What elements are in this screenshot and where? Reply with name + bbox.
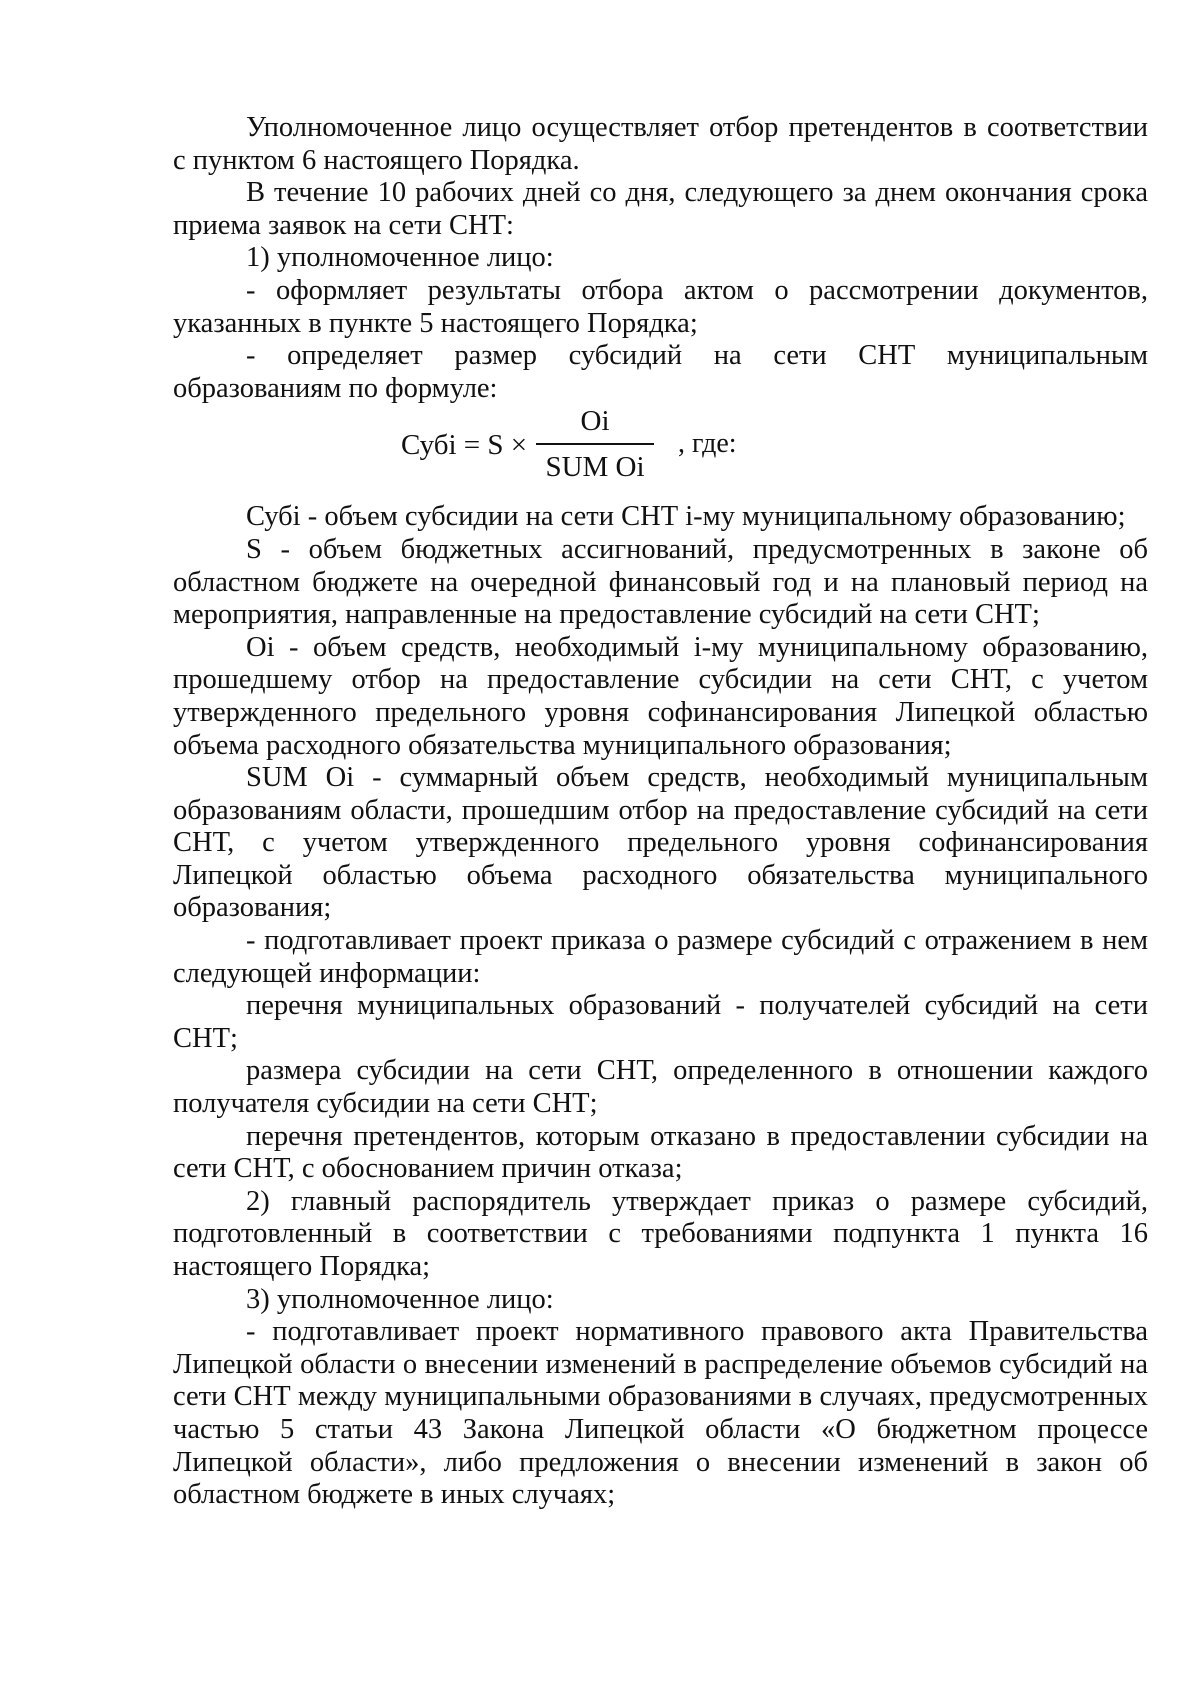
- formula-numerator: Oi: [580, 405, 610, 438]
- paragraph: 1) уполномоченное лицо:: [246, 242, 554, 274]
- paragraph: SUM Oi - суммарный объем средств, необходимый муниципальным образованиям области, прошедшим отбор на предоставление субсидий на сети СНТ, с учетом утвержденного предельного уровня софинансирования Липецкой областью объема расходного обязательства муниципального образования;: [173, 762, 1148, 924]
- subsidy-formula: [173, 405, 1148, 501]
- paragraph: Oi - объем средств, необходимый i-му муниципальному образованию, прошедшему отбор на предоставление субсидии на сети СНТ, с учетом утвержденного предельного уровня софинансирования Липецкой областью объема расходного обязательства муниципального образования;: [173, 631, 1148, 761]
- paragraph: S - объем бюджетных ассигнований, предусмотренных в законе об областном бюджете на очередной финансовый год и на плановый период на мероприятия, направленные на предоставление субсидий на сети СНТ;: [173, 533, 1148, 631]
- paragraph: - подготавливает проект нормативного правового акта Правительства Липецкой области о внесении изменений в распределение объемов субсидий на сети СНТ между муниципальными образованиями в случаях, предусмотренных частью 5 статьи 43 Закона Липецкой области «О бюджетном процессе Липецкой области», либо предложения о внесении изменений в закон об областном бюджете в иных случаях;: [173, 1316, 1148, 1511]
- formula-lhs: Субi = S ×: [401, 429, 528, 462]
- paragraph: Уполномоченное лицо осуществляет отбор претендентов в соответствии с пунктом 6 настоящего Порядка.: [173, 112, 1148, 176]
- paragraph: В течение 10 рабочих дней со дня, следующего за днем окончания срока приема заявок на сети СНТ:: [173, 177, 1148, 241]
- paragraph: - определяет размер субсидий на сети СНТ муниципальным образованиям по формуле:: [173, 340, 1148, 404]
- paragraph: размера субсидии на сети СНТ, определенного в отношении каждого получателя субсидии на сети СНТ;: [173, 1055, 1148, 1120]
- fraction-bar: [536, 443, 654, 445]
- paragraph: Субi - объем субсидии на сети СНТ i-му муниципальному образованию;: [246, 501, 1126, 533]
- paragraph: - оформляет результаты отбора актом о рассмотрении документов, указанных в пункте 5 настоящего Порядка;: [173, 274, 1148, 339]
- formula-suffix: , где:: [678, 428, 737, 460]
- formula-fraction: [536, 405, 654, 483]
- paragraph: 3) уполномоченное лицо:: [246, 1283, 554, 1315]
- paragraph: перечня муниципальных образований - получателей субсидий на сети СНТ;: [173, 990, 1148, 1054]
- paragraph: 2) главный распорядитель утверждает приказ о размере субсидий, подготовленный в соответствии с требованиями подпункта 1 пункта 16 настоящего Порядка;: [173, 1185, 1148, 1282]
- formula-denominator: SUM Oi: [545, 450, 645, 483]
- paragraph: - подготавливает проект приказа о размере субсидий с отражением в нем следующей информации:: [173, 925, 1148, 989]
- paragraph: перечня претендентов, которым отказано в предоставлении субсидии на сети СНТ, с обоснованием причин отказа;: [173, 1120, 1148, 1185]
- document-page: [173, 112, 1148, 1512]
